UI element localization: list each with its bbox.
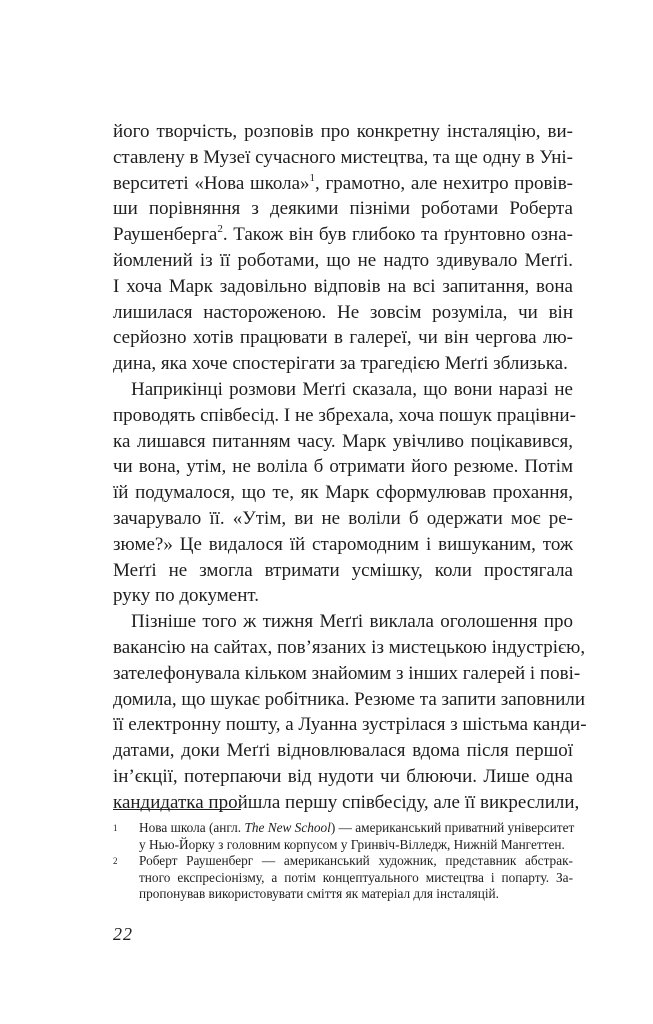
text-line: ши порівняння з деякими пізніми роботами Роберта [113,198,573,220]
footnote-number: 2 [113,856,118,866]
footnote [113,853,573,903]
text-line: чи вона, утім, не воліла б отримати його резюме. Потім [113,456,573,478]
text-span: верситеті «Нова школа» [113,172,310,194]
text-line [113,222,573,248]
text-line: проводять співбесід. І не збрехала, хоча пошук працівни- [113,404,576,426]
text-line: Меґґі не змогла втримати усмішку, коли простягала [113,559,573,581]
text-line: лишилася настороженою. Не зовсім розуміла, чи він [113,301,573,323]
footnotes [113,820,573,903]
paragraph [113,377,576,609]
italic-title: The New School [244,820,331,835]
text-line [113,171,573,197]
text-line: І хоча Марк задовільно відповів на всі запитання, вона [113,275,573,297]
text-line: зателефонувала кільком знайомим з інших галерей і пові- [113,662,581,684]
paragraph [113,119,573,377]
text-line: її електронну пошту, а Луанна зустрілася з шістьма канди- [113,714,587,736]
text-line: кандидатка пройшла першу співбесіду, але її викреслили, [113,791,580,813]
text-line: домила, що шукає робітника. Резюме та запити заповнили [113,688,586,710]
text-line: зюме?» Це видалося їй старомодним і вишуканим, тож [113,533,573,555]
text-span: , грамотно, але нехитро провів- [315,172,573,194]
footnote-divider [113,809,241,810]
text-span: Раушенберга [113,224,218,246]
text-line: ін’єкції, потерпаючи від нудоти чи блюючи. Лише одна [113,765,573,787]
text-line: серйозно хотів працювати в галереї, чи він чергова лю- [113,327,573,349]
text-span: . Також він був глибоко та ґрунтовно озна- [222,224,573,246]
text-line: зачарувало її. «Утім, ви не воліли б одержати моє ре- [113,507,573,529]
text-span: ) — американський приватний університет [330,820,575,835]
text-line: ставлену в Музеї сучасного мистецтва, та ще одну в Уні- [113,146,573,168]
text-span: Нова школа (англ. [139,820,245,835]
footnote-mark[interactable]: 1 [309,171,316,184]
text-line: Наприкінці розмови Меґґі сказала, що вони наразі не [131,378,573,400]
text-line: дина, яка хоче спостерігати за трагедією Меґґі зблизька. [113,353,568,375]
text-line: йомлений із її роботами, що не надто здивувало Меґґі. [113,249,573,271]
page-number: 22 [113,924,133,944]
text-line: руку по документ. [113,585,260,607]
text-line: їй подумалося, що те, як Марк сформулював прохання, [113,482,573,504]
footnote-number: 1 [113,823,118,833]
text-line: датами, доки Меґґі відновлювалася вдома після першої [113,740,573,762]
text-line: ка лишався питанням часу. Марк увічливо поцікавився, [113,430,573,452]
footnote-line: тного експресіонізму, а потім концептуального мистецтва і попарту. За- [139,869,573,885]
footnote-mark[interactable]: 2 [217,223,223,236]
footnote-line: пропонував використовувати сміття як матеріал для інсталяцій. [139,886,499,901]
text-line: вакансію на сайтах, пов’язаних із мистецькою індустрією, [113,636,586,658]
text-line: його творчість, розповів про конкретну інсталяцію, ви- [113,121,573,142]
text-line: Пізніше того ж тижня Меґґі виклала оголошення про [131,611,573,633]
footnote-line [139,820,573,837]
footnote-line: у Нью-Йорку з головним корпусом у Гринвіч-Вілледж, Нижній Мангеттен. [139,836,565,852]
body-text [113,119,587,816]
footnote-line: Роберт Раушенберг — американський художник, представник абстрак- [139,853,573,868]
footnote [113,820,573,853]
paragraph [113,609,587,815]
